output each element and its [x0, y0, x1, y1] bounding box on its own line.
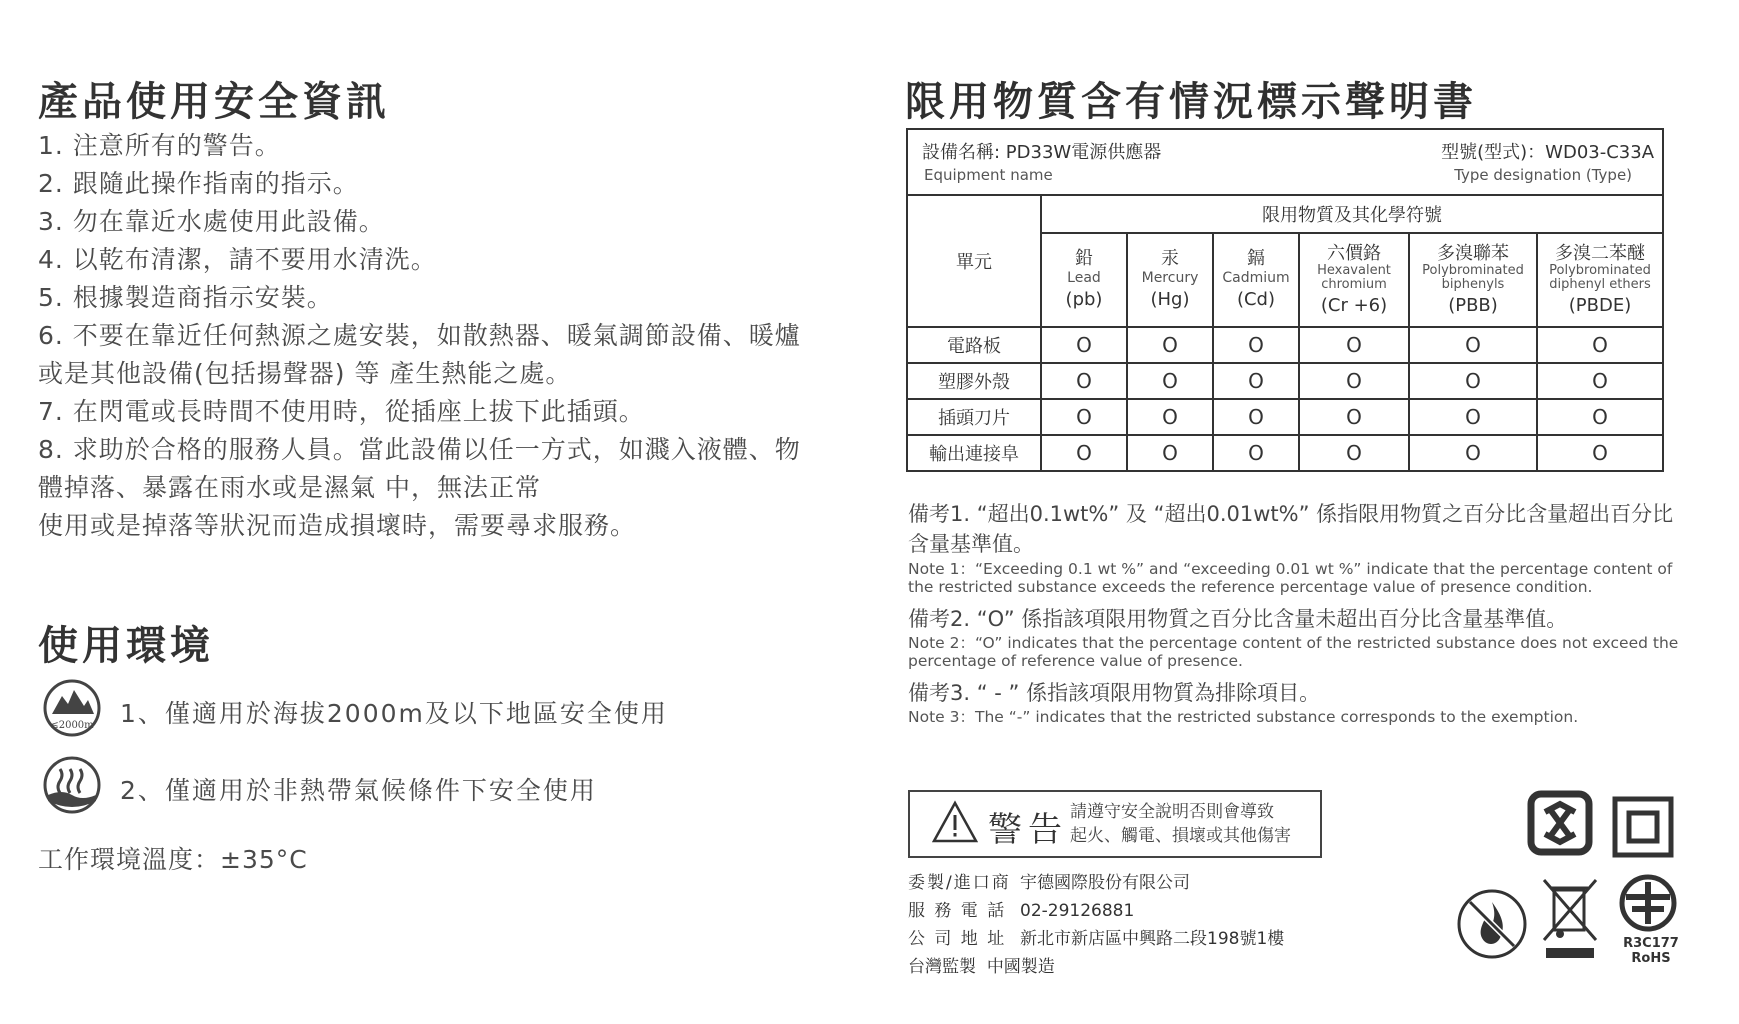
- warning-box: [908, 790, 1322, 858]
- safety-line-8-cont-a: 體掉落、暴露在雨水或是濕氣 中，無法正常: [38, 473, 541, 502]
- table-cell: O: [1127, 363, 1213, 399]
- row-unit: 輸出連接阜: [907, 435, 1041, 471]
- table-cell: O: [1041, 363, 1127, 399]
- table-cell: O: [1409, 399, 1537, 435]
- table-cell: O: [1127, 435, 1213, 471]
- table-row: [907, 435, 1663, 471]
- row-unit: 塑膠外殼: [907, 363, 1041, 399]
- safety-info-title: 產品使用安全資訊: [38, 79, 390, 125]
- restricted-substances-table: [906, 128, 1664, 472]
- element-mercury-header: 汞 Mercury (Hg): [1127, 233, 1213, 327]
- safety-line-1: 1. 注意所有的警告。: [38, 131, 281, 160]
- row-unit: 電路板: [907, 327, 1041, 363]
- table-cell: O: [1127, 327, 1213, 363]
- element-pbde-header: 多溴二苯醚 Polybrominated diphenyl ethers (PBDE): [1537, 233, 1663, 327]
- substances-header: 限用物質及其化學符號: [1041, 195, 1663, 233]
- safety-line-8: 8. 求助於合格的服務人員。當此設備以任一方式，如濺入液體、物: [38, 435, 801, 464]
- table-cell: O: [1127, 399, 1213, 435]
- note-1-en-cont: the restricted substance exceeds the reference percentage value of presence condition.: [908, 578, 1593, 596]
- safety-line-7: 7. 在閃電或長時間不使用時，從插座上拔下此插頭。: [38, 397, 645, 426]
- svg-text:≤2000m: ≤2000m: [50, 720, 94, 731]
- environment-title: 使用環境: [38, 623, 214, 669]
- safety-line-6-cont: 或是其他設備(包括揚聲器) 等 產生熱能之處。: [38, 359, 572, 388]
- company-address-line: 公 司 地 址 新北市新店區中興路二段198號1樓: [908, 929, 1285, 949]
- safety-line-4: 4. 以乾布清潔，請不要用水清洗。: [38, 245, 437, 274]
- origin-line: 台灣監製 中國製造: [908, 957, 1055, 977]
- note-3-en: Note 3：The “-” indicates that the restricted substance corresponds to the exemption.: [908, 708, 1579, 726]
- row-unit: 插頭刀片: [907, 399, 1041, 435]
- safety-line-5: 5. 根據製造商指示安裝。: [38, 283, 333, 312]
- safety-line-8-cont-b: 使用或是掉落等狀況而造成損壞時，需要尋求服務。: [38, 511, 637, 540]
- table-cell: O: [1537, 399, 1663, 435]
- note-1-zh: 備考1. “超出0.1wt%” 及 “超出0.01wt%” 係指限用物質之百分比含量超出百分比: [908, 502, 1674, 526]
- table-cell: O: [1041, 435, 1127, 471]
- note-1-en: Note 1：“Exceeding 0.1 wt %” and “exceeding 0.01 wt %” indicate that the percentage content of: [908, 560, 1673, 578]
- safety-line-2: 2. 跟隨此操作指南的指示。: [38, 169, 359, 198]
- table-cell: O: [1213, 399, 1299, 435]
- table-cell: O: [1299, 327, 1409, 363]
- table-row: [907, 363, 1663, 399]
- table-cell: O: [1537, 363, 1663, 399]
- element-chromium-header: 六價鉻 Hexavalent chromium (Cr +6): [1299, 233, 1409, 327]
- table-cell: O: [1409, 327, 1537, 363]
- table-cell: O: [1213, 363, 1299, 399]
- element-pbb-header: 多溴聯苯 Polybrominated biphenyls (PBB): [1409, 233, 1537, 327]
- weee-bin-icon: [1540, 876, 1600, 966]
- element-cadmium-header: 鎘 Cadmium (Cd): [1213, 233, 1299, 327]
- warning-word: 警告: [988, 810, 1068, 850]
- table-cell: O: [1537, 435, 1663, 471]
- warning-line-1: 請遵守安全說明否則會導致: [1070, 802, 1274, 822]
- note-2-en-cont: percentage of reference value of presence.: [908, 652, 1243, 670]
- type-designation-en: Type designation (Type): [1454, 166, 1633, 184]
- rohs-label: RoHS: [1631, 951, 1671, 966]
- importer-line: 委製/進口商 宇德國際股份有限公司: [908, 873, 1190, 893]
- rohs-declaration-title: 限用物質含有情況標示聲明書: [905, 79, 1477, 125]
- equipment-info-cell: [907, 129, 1663, 195]
- table-cell: O: [1299, 363, 1409, 399]
- env-item-1-text: 1、僅適用於海拔2000m及以下地區安全使用: [120, 699, 668, 728]
- table-cell: O: [1409, 435, 1537, 471]
- type-designation: 型號(型式)：WD03-C33A: [1441, 142, 1655, 163]
- table-cell: O: [1213, 435, 1299, 471]
- non-tropical-climate-icon: [42, 755, 102, 819]
- element-lead-header: 鉛 Lead (pb): [1041, 233, 1127, 327]
- table-cell: O: [1041, 327, 1127, 363]
- note-3-zh: 備考3. “ - ” 係指該項限用物質為排除項目。: [908, 681, 1321, 705]
- table-cell: O: [1041, 399, 1127, 435]
- table-cell: O: [1299, 399, 1409, 435]
- double-insulation-icon: [1612, 796, 1674, 862]
- operating-temperature: 工作環境溫度：±35°C: [38, 845, 308, 874]
- table-cell: O: [1299, 435, 1409, 471]
- env-item-2-text: 2、僅適用於非熱帶氣候條件下安全使用: [120, 776, 597, 805]
- unit-header: 單元: [907, 195, 1041, 327]
- note-2-en: Note 2：“O” indicates that the percentage content of the restricted substance does not exceed the: [908, 634, 1679, 652]
- bsmi-r-code: R3C177: [1623, 936, 1679, 951]
- mountain-altitude-icon: [42, 678, 102, 742]
- table-cell: O: [1213, 327, 1299, 363]
- recycle-mark-icon: [1527, 790, 1593, 860]
- table-row: [907, 399, 1663, 435]
- table-row: [907, 327, 1663, 363]
- service-phone-line: 服 務 電 話 02-29126881: [908, 901, 1135, 921]
- note-2-zh: 備考2. “O” 係指該項限用物質之百分比含量未超出百分比含量基準值。: [908, 607, 1568, 631]
- warning-triangle-icon: [932, 800, 978, 848]
- no-fire-icon: [1456, 888, 1528, 964]
- safety-line-6: 6. 不要在靠近任何熱源之處安裝，如散熱器、暖氣調節設備、暖爐: [38, 321, 801, 350]
- bsmi-mark-icon: [1618, 874, 1684, 966]
- equipment-name-en: Equipment name: [924, 166, 1053, 184]
- warning-line-2: 起火、觸電、損壞或其他傷害: [1070, 826, 1291, 846]
- table-cell: O: [1409, 363, 1537, 399]
- note-1-zh-cont: 含量基準值。: [908, 532, 1034, 556]
- equipment-name: 設備名稱: PD33W電源供應器: [922, 142, 1162, 163]
- table-cell: O: [1537, 327, 1663, 363]
- safety-line-3: 3. 勿在靠近水處使用此設備。: [38, 207, 385, 236]
